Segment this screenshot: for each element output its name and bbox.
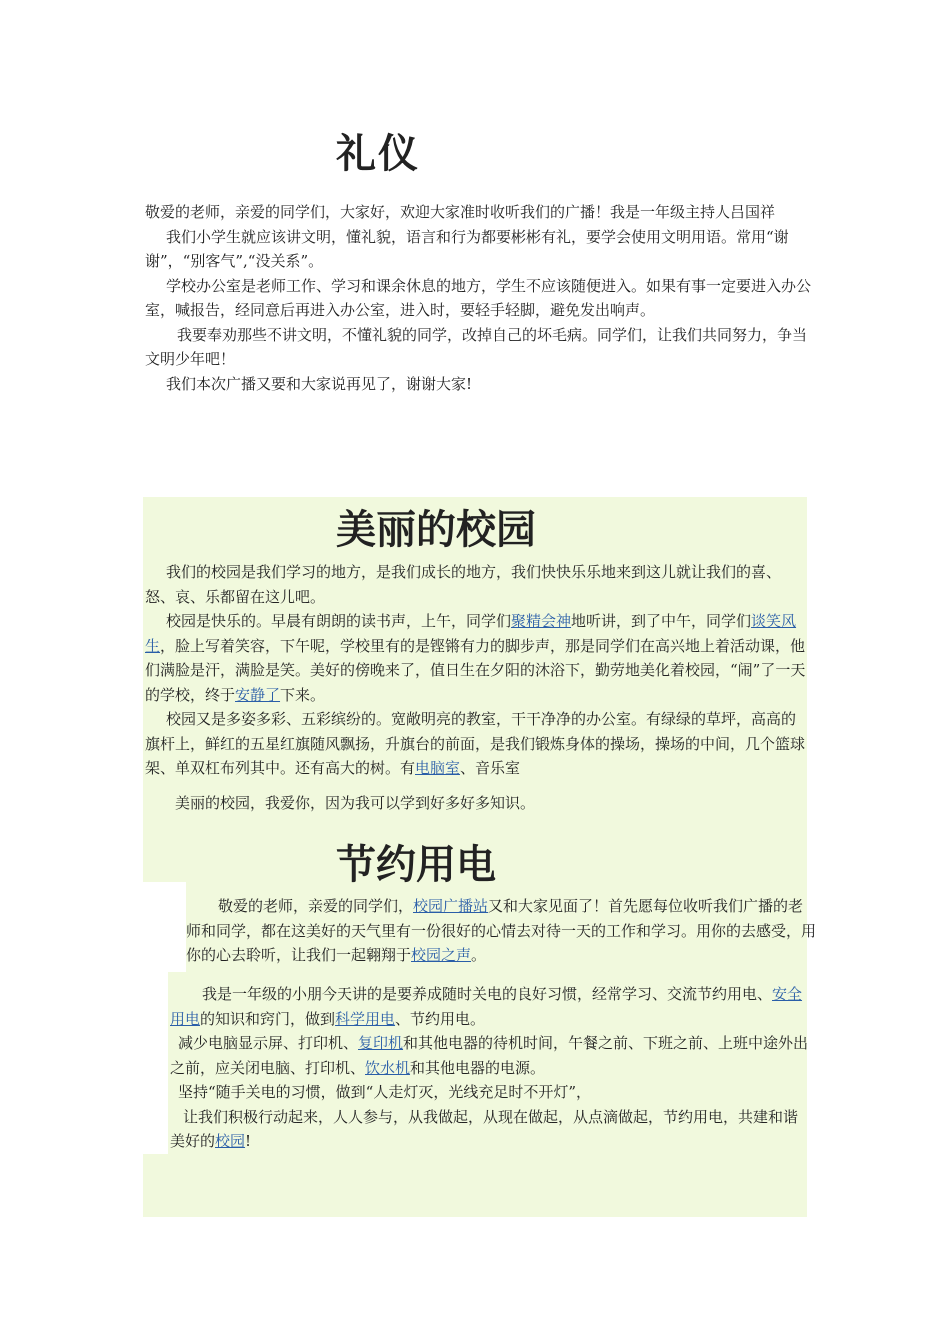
link-anjingle[interactable]: 安静了: [235, 685, 281, 704]
link-water-dispenser[interactable]: 饮水机: [365, 1058, 411, 1077]
etiquette-paragraph-4: 我要奉劝那些不讲文明，不懂礼貌的同学，改掉自己的坏毛病。同学们，让我们共同努力，争当文明少年吧！: [145, 325, 808, 368]
background-gap: [143, 882, 186, 972]
text-span: 让我们积极行动起来，人人参与，从我做起，从现在做起，从点滴做起，节约用电，共建和谐美好的: [170, 1107, 799, 1150]
link-copier[interactable]: 复印机: [358, 1034, 404, 1052]
text-span: 减少电脑显示屏、打印机、: [178, 1034, 359, 1052]
campus-paragraph-1: 我们的校园是我们学习的地方，是我们成长的地方，我们快快乐乐地来到这儿就让我们的喜、怒、哀、乐都留在这儿吧。: [145, 563, 782, 606]
power-paragraph-4: 坚持“随手关电的习惯，做到“人走灯灭，光线充足时不开灯”，: [178, 1083, 592, 1101]
text-span: 又和大家见面了！首先愿每位收听我们广播的老师和同学，都在这美好的天气里有一份很好的心情去对待一天的工作和学习。用你的去感受，用你的心去聆听，让我们一起翱翔于: [186, 897, 817, 964]
campus-section: [145, 560, 810, 815]
text-span: 和其他电器的待机时间，午餐之前、下班之前、上班中途外出之前，应关闭电脑、打印机、: [170, 1034, 809, 1077]
text-span: 、节约用电。: [395, 1009, 486, 1028]
text-span: 校园是快乐的。早晨有朗朗的读书声，上午，同学们: [166, 612, 512, 630]
etiquette-paragraph-2: 我们小学生就应该讲文明，懂礼貌，语言和行为都要彬彬有礼，要学会使用文明用语。常用“谢谢”，“别客气”,“没关系”。: [145, 227, 789, 270]
background-gap: [143, 972, 168, 1154]
etiquette-paragraph-1: 敬爱的老师，亲爱的同学们，大家好，欢迎大家准时收听我们的广播！我是一年级主持人吕国祥: [145, 203, 776, 221]
text-span: !: [245, 1132, 252, 1150]
text-span: 。: [471, 946, 487, 964]
campus-paragraph-2: [145, 609, 810, 707]
campus-title: 美丽的校园: [336, 507, 536, 553]
campus-paragraph-4: 美丽的校园，我爱你，因为我可以学到好多好多知识。: [175, 793, 536, 812]
power-saving-body: [170, 982, 810, 1154]
power-saving-intro: [186, 894, 818, 968]
text-span: 的知识和窍门，做到: [200, 1009, 336, 1028]
text-span: 和其他电器的电源。: [410, 1058, 546, 1077]
text-span: ，脸上写着笑容，下午呢，学校里有的是铿锵有力的脚步声，那是同学们在高兴地上着活动课，他们满脸是汗，满脸是笑。美好的傍晚来了，值日生在夕阳的沐浴下，勤劳地美化着校园，“闹”了一天的学校，终于: [145, 636, 806, 704]
text-span: 下来。: [280, 685, 326, 704]
text-span: 校园又是多姿多彩、五彩缤纷的。宽敞明亮的教室，干干净净的办公室。有绿绿的草坪，高高的旗杆上，鲜红的五星红旗随风飘扬，升旗台的前面，是我们锻炼身体的操场，操场的中间，几个篮球架、单双杠布列其中。还有高大的树。有: [145, 710, 806, 777]
link-scientific-electricity[interactable]: 科学用电: [335, 1009, 396, 1028]
text-span: 我是一年级的小朋今天讲的是要养成随时关电的良好习惯，经常学习、交流节约用电、: [202, 985, 773, 1003]
text-span: 敬爱的老师，亲爱的同学们，: [218, 897, 414, 915]
text-span: 地听讲，到了中午，同学们: [571, 612, 752, 630]
link-campus[interactable]: 校园: [215, 1132, 246, 1150]
power-paragraph-3: [170, 1031, 810, 1080]
link-campus-radio[interactable]: 校园广播站: [413, 897, 489, 915]
etiquette-paragraph-3: 学校办公室是老师工作、学习和课余休息的地方，学生不应该随便进入。如果有事一定要进入办公室，喊报告，经同意后再进入办公室，进入时，要轻手轻脚，避免发出响声。: [145, 276, 812, 319]
power-paragraph-1: [186, 894, 818, 968]
power-paragraph-2: [170, 982, 810, 1031]
etiquette-section: [145, 200, 815, 396]
etiquette-title: 礼仪: [336, 131, 420, 177]
campus-paragraph-3: [145, 707, 810, 781]
link-computer-room[interactable]: 电脑室: [415, 759, 461, 777]
link-jujinghuishen[interactable]: 聚精会神: [511, 612, 572, 630]
link-campus-voice[interactable]: 校园之声: [411, 946, 472, 964]
text-span: 、音乐室: [460, 759, 521, 777]
power-saving-title: 节约用电: [336, 842, 496, 888]
etiquette-paragraph-5: 我们本次广播又要和大家说再见了，谢谢大家!: [166, 374, 473, 393]
link-tanxiaofengsheng[interactable]: 谈笑风生: [145, 612, 797, 655]
power-paragraph-5: [170, 1105, 810, 1154]
link-safe-electricity[interactable]: 安全用电: [170, 985, 803, 1028]
